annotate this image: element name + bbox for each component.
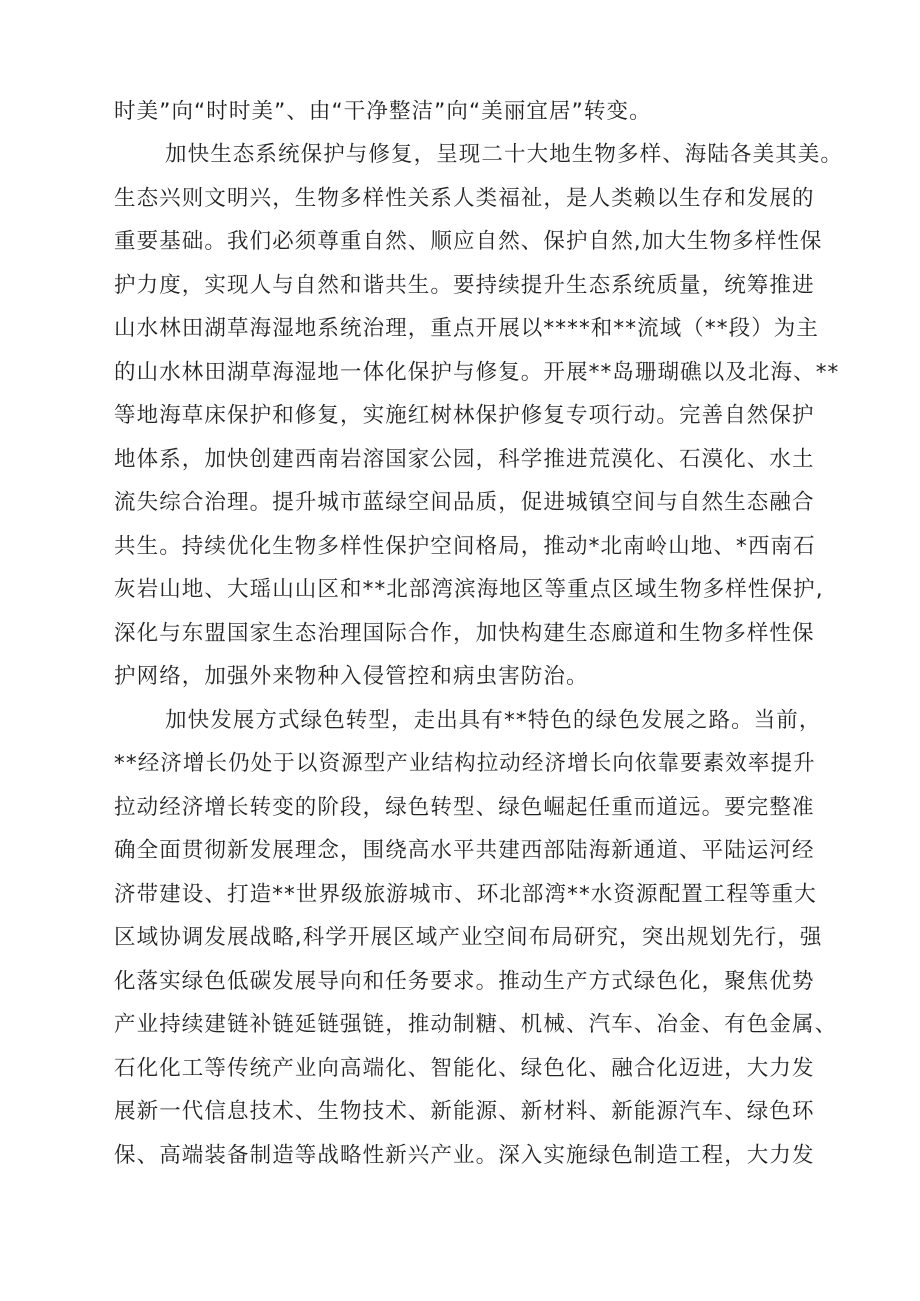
text-line: 济带建设、打造**世界级旅游城市、环北部湾**水资源配置工程等重大 [114,882,817,907]
text-line: **经济增长仍处于以资源型产业结构拉动经济增长向依靠要素效率提升 [114,751,816,776]
text-line: 等地海草床保护和修复，实施红树林保护修复专项行动。完善自然保护 [114,403,815,428]
text-line: 展新一代信息技术、生物技术、新能源、新材料、新能源汽车、绿色环 [114,1099,815,1124]
text-line: 灰岩山地、大瑶山山区和**北部湾滨海地区等重点区域生物多样性保护, [114,577,824,602]
text-line: 流失综合治理。提升城市蓝绿空间品质，促进城镇空间与自然生态融合 [114,490,815,515]
text-line: 时美”向“时时美”、由“干净整洁”向“美丽宜居”转变。 [114,99,652,124]
text-line: 共生。持续优化生物多样性保护空间格局，推动*北南岭山地、*西南石 [114,534,816,559]
text-line: 产业持续建链补链延链强链，推动制糖、机械、汽车、冶金、有色金属、 [114,1012,838,1037]
text-line: 生态兴则文明兴，生物多样性关系人类福祉，是人类赖以生存和发展的 [114,186,815,211]
text-line: 区域协调发展战略,科学开展区域产业空间布局研究，突出规划先行，强 [114,925,823,950]
paragraph-first-line: 加快生态系统保护与修复，呈现二十大地生物多样、海陆各美其美。 [165,142,844,167]
text-line: 拉动经济增长转变的阶段，绿色转型、绿色崛起任重而道远。要完整准 [114,795,815,820]
paragraph-first-line: 加快发展方式绿色转型，走出具有**特色的绿色发展之路。当前， [165,708,822,733]
text-line: 护力度，实现人与自然和谐共生。要持续提升生态系统质量，统筹推进 [114,273,815,298]
text-line: 地体系，加快创建西南岩溶国家公园，科学推进荒漠化、石漠化、水土 [114,447,815,472]
text-line: 山水林田湖草海湿地系统治理，重点开展以****和**流域（**段）为主 [114,316,820,341]
text-line: 重要基础。我们必须尊重自然、顺应自然、保护自然,加大生物多样性保 [114,229,823,254]
text-line: 化落实绿色低碳发展导向和任务要求。推动生产方式绿色化，聚焦优势 [114,969,815,994]
text-line: 石化化工等传统产业向高端化、智能化、绿色化、融合化迈进，大力发 [114,1056,815,1081]
text-line: 保、高端装备制造等战略性新兴产业。深入实施绿色制造工程，大力发 [114,1143,815,1168]
text-line: 深化与东盟国家生态治理国际合作，加快构建生态廊道和生物多样性保 [114,621,815,646]
text-line: 的山水林田湖草海湿地一体化保护与修复。开展**岛珊瑚礁以及北海、** [114,360,840,385]
text-line: 护网络，加强外来物种入侵管控和病虫害防治。 [114,664,589,689]
text-line: 确全面贯彻新发展理念，围绕高水平共建西部陆海新通道、平陆运河经 [114,838,815,863]
